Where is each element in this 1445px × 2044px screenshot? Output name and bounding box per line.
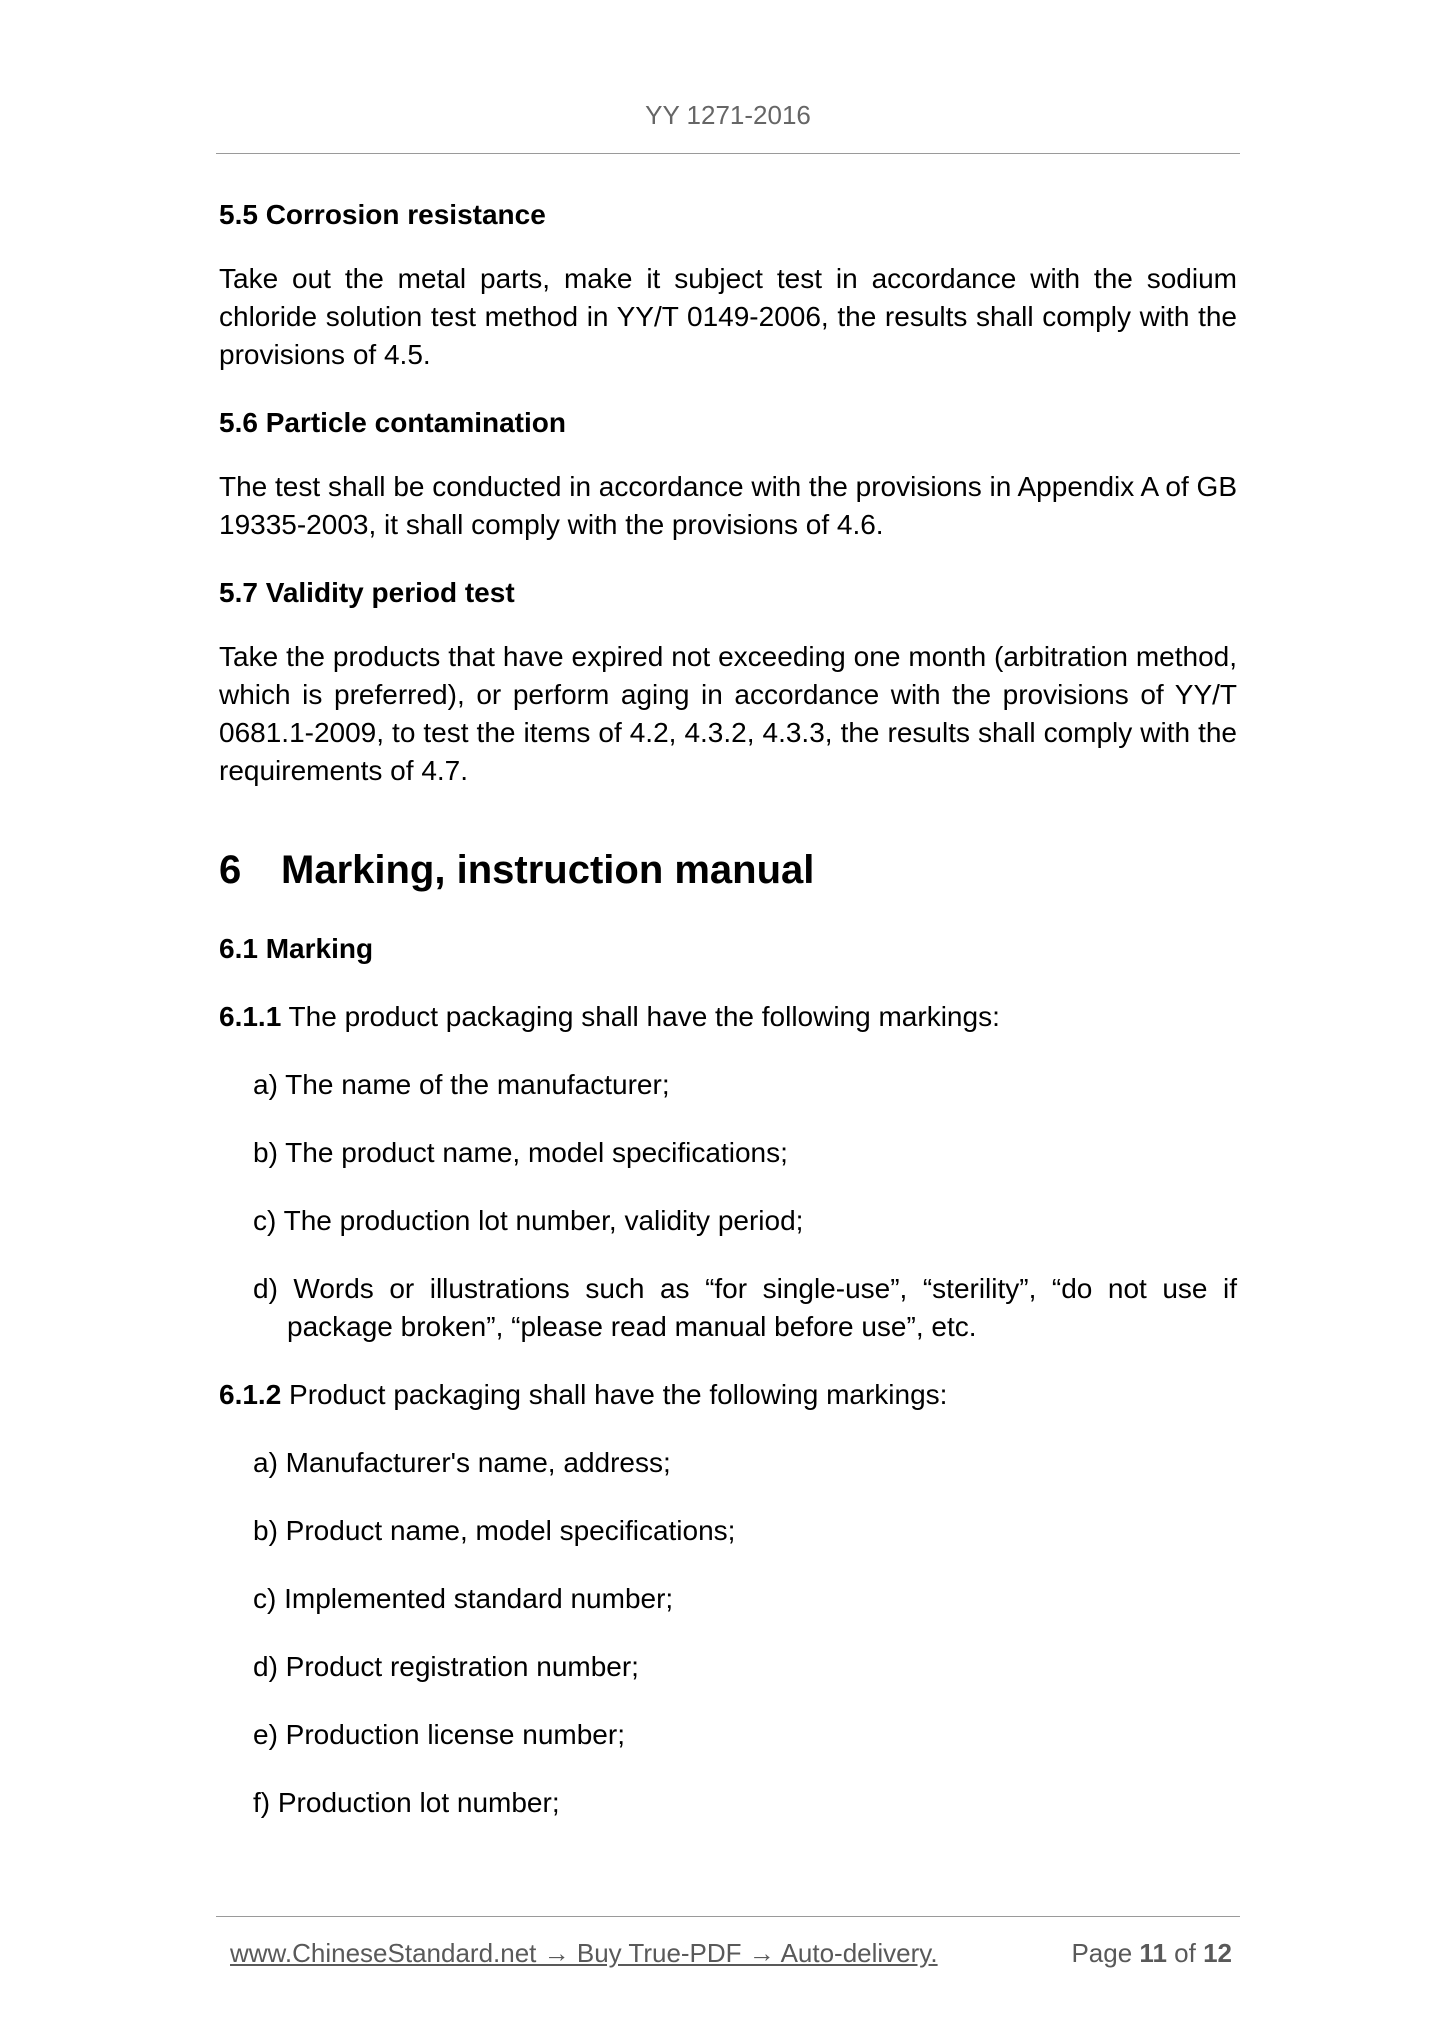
of-label: of — [1174, 1938, 1196, 1968]
chapter-6-title: Marking, instruction manual — [281, 848, 815, 892]
list-item: b) The product name, model specifications; — [253, 1137, 788, 1168]
running-header: YY 1271-2016 — [645, 100, 811, 130]
list-item: c) The production lot number, validity period; — [253, 1205, 804, 1236]
list-item: a) The name of the manufacturer; — [253, 1069, 670, 1100]
section-6-1-title: 6.1 Marking — [219, 933, 374, 964]
section-5-5-title: 5.5 Corrosion resistance — [219, 199, 546, 230]
chapter-6-number: 6 — [219, 848, 242, 892]
page-label: Page — [1071, 1938, 1133, 1968]
list-item: e) Production license number; — [253, 1719, 625, 1750]
footer-link[interactable]: www.ChineseStandard.net → Buy True-PDF → Auto-delivery. — [230, 1938, 938, 1968]
clause-6-1-2-number: 6.1.2 — [219, 1379, 282, 1410]
clause-6-1-2-text: Product packaging shall have the following markings: — [281, 1379, 948, 1410]
header-rule — [216, 153, 1240, 154]
clause-6-1-1-text: The product packaging shall have the following markings: — [281, 1001, 1000, 1032]
section-5-6-body: The test shall be conducted in accordance with the provisions in Appendix A of GB 19335-2003, it shall comply with the provisions of 4.6. — [219, 471, 1237, 540]
page-number: 11 — [1139, 1938, 1167, 1968]
chapter-6-heading — [219, 846, 1237, 894]
section-5-6-title: 5.6 Particle contamination — [219, 407, 566, 438]
section-5-5-body: Take out the metal parts, make it subject test in accordance with the sodium chloride solution test method in YY/T 0149-2006, the results shall comply with the provisions of 4.5. — [219, 263, 1237, 370]
list-item: c) Implemented standard number; — [253, 1583, 674, 1614]
list-item: d) Words or illustrations such as “for single-use”, “sterility”, “do not use if package broken”, “please read manual before use”, etc. — [253, 1273, 1237, 1342]
list-item: f) Production lot number; — [253, 1787, 560, 1818]
list-item: a) Manufacturer's name, address; — [253, 1447, 671, 1478]
clause-6-1-1-number: 6.1.1 — [219, 1001, 282, 1032]
page-total: 12 — [1203, 1938, 1232, 1968]
list-item: d) Product registration number; — [253, 1651, 639, 1682]
page-counter — [1071, 1938, 1232, 1969]
section-5-7-body: Take the products that have expired not exceeding one month (arbitration method, which is preferred), or perform aging in accordance with the provisions of YY/T 0681.1-2009, to test the items of 4.2, 4.3.2, 4.3.3, the results shall comply with the requirements of 4.7. — [219, 641, 1237, 786]
clause-6-1-1 — [219, 998, 1237, 1036]
footer-rule — [216, 1916, 1240, 1917]
page-body — [219, 196, 1237, 1822]
page-footer — [230, 1938, 1232, 1969]
list-item: b) Product name, model specifications; — [253, 1515, 736, 1546]
clause-6-1-2 — [219, 1376, 1237, 1414]
section-5-7-title: 5.7 Validity period test — [219, 577, 515, 608]
